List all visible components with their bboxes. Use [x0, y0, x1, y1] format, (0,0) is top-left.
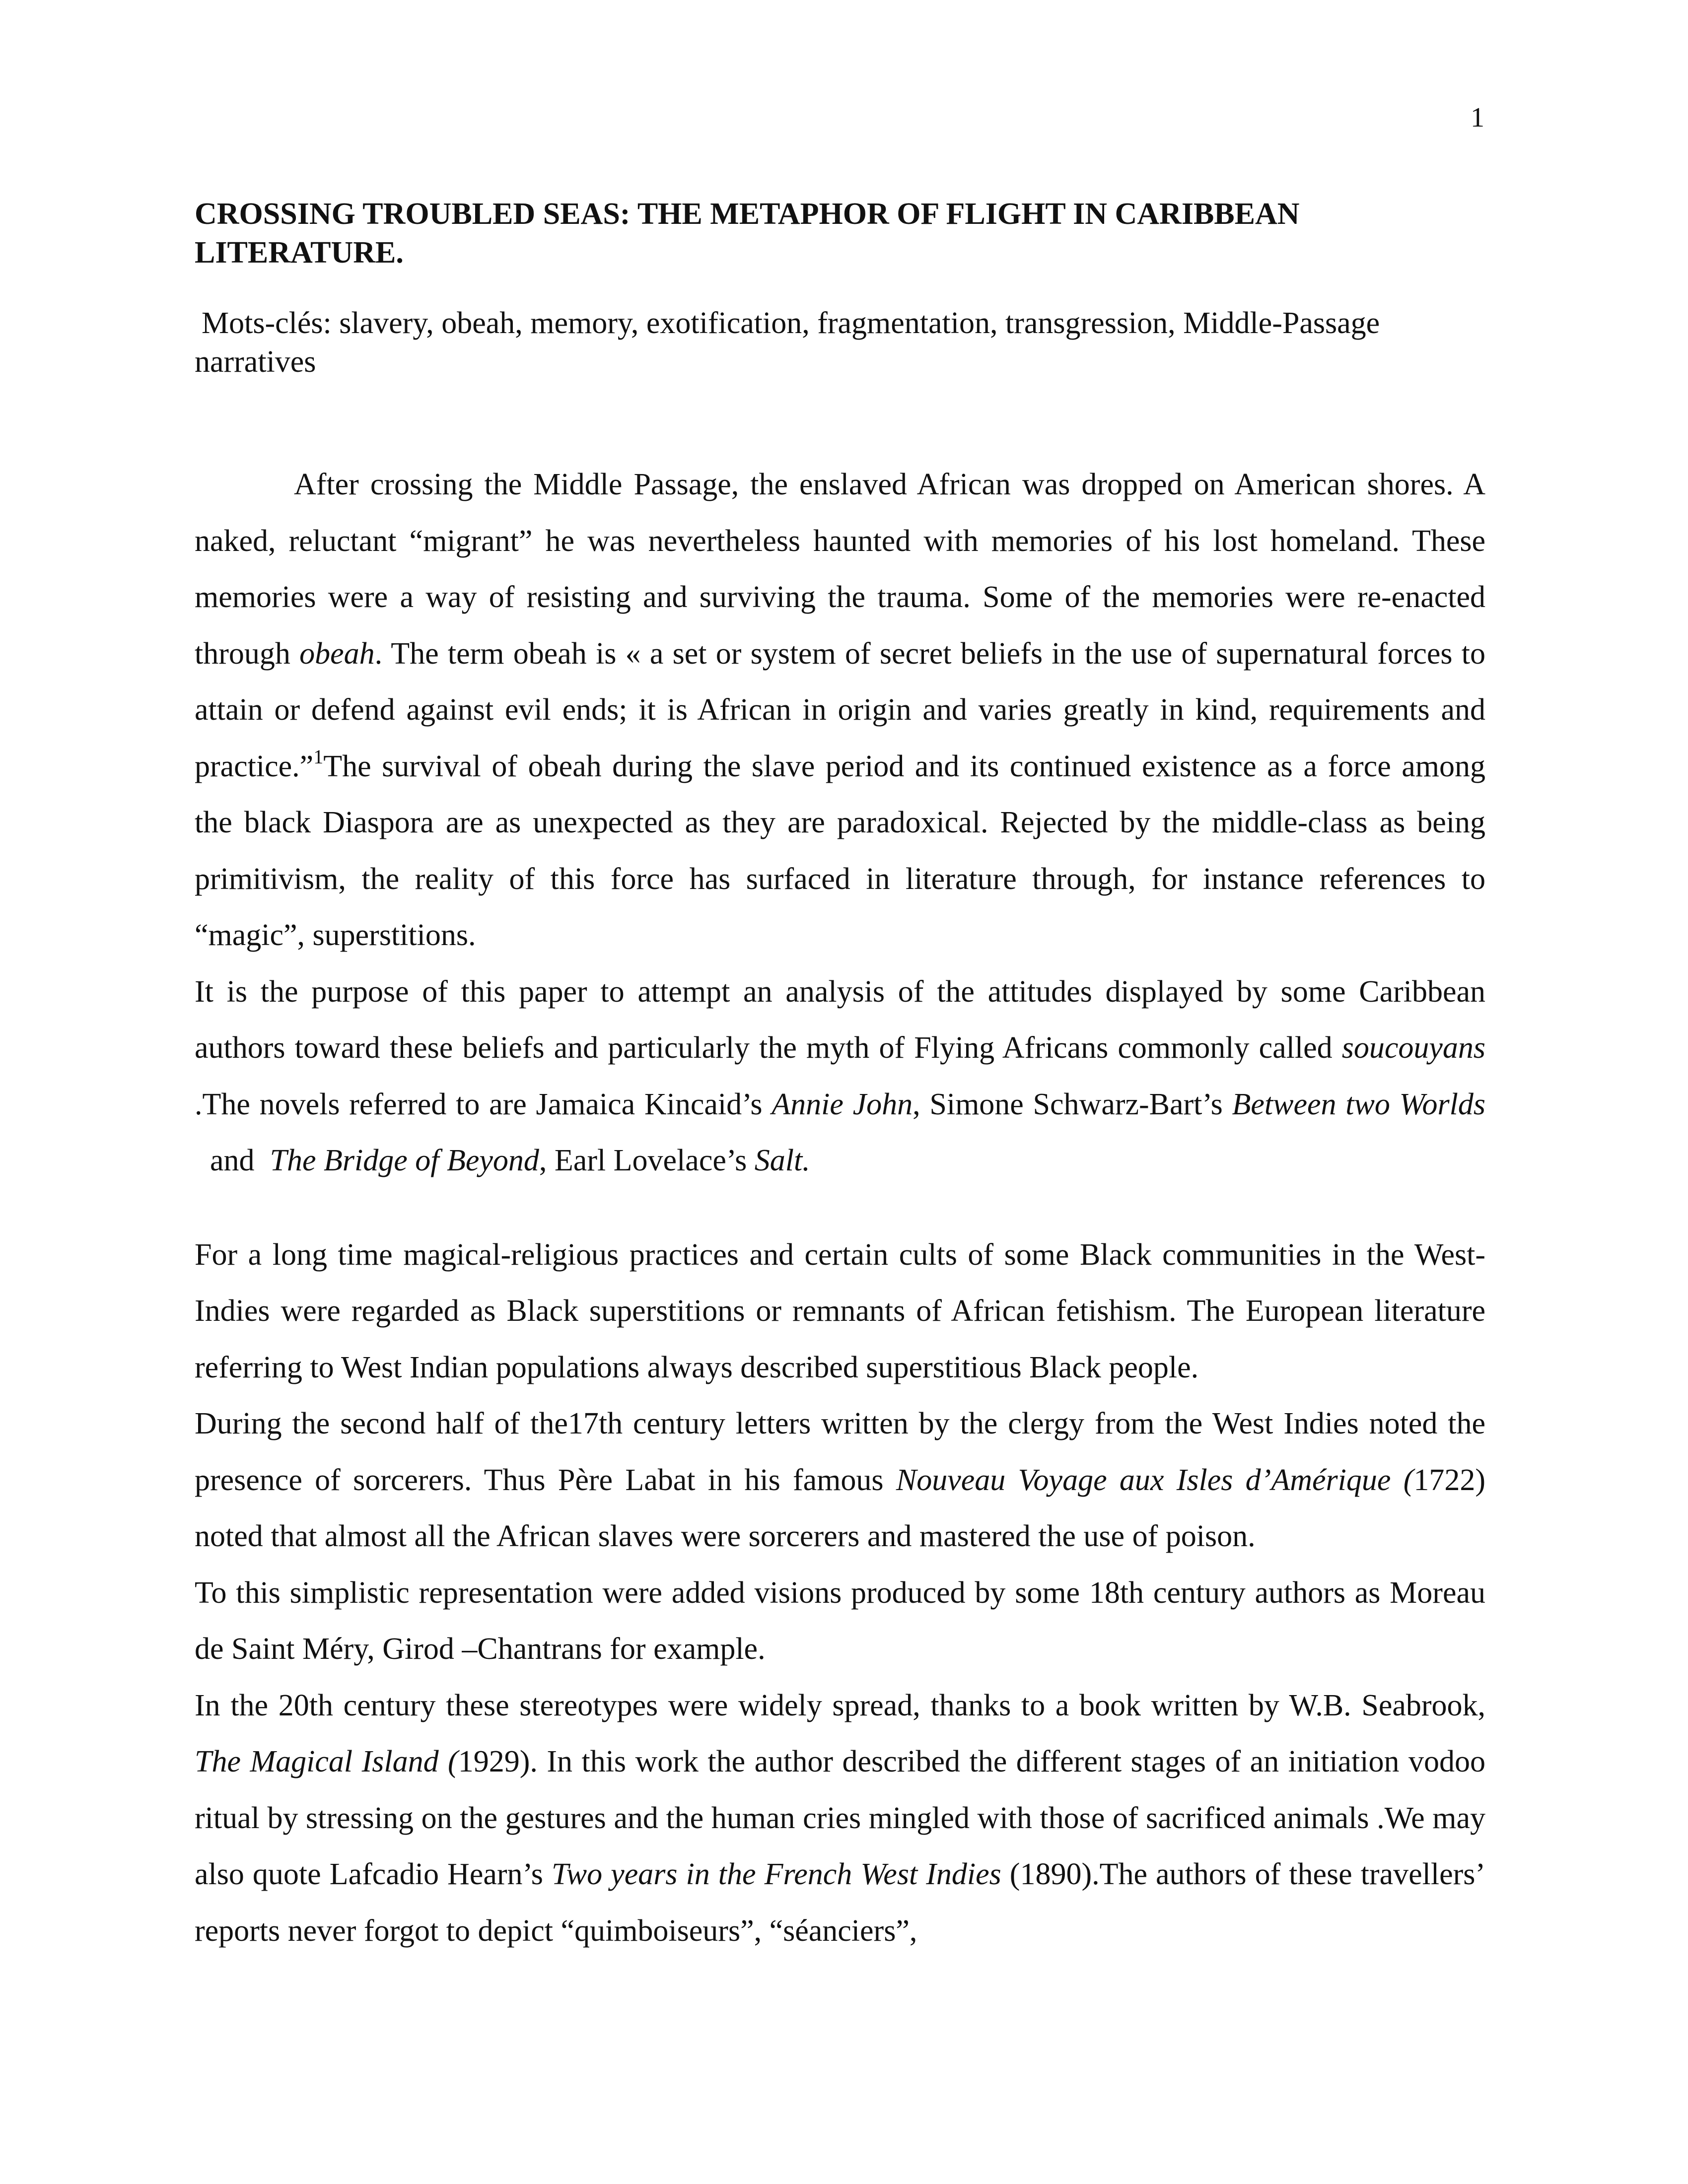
paper-title: CROSSING TROUBLED SEAS: THE METAPHOR OF FLIGHT IN CARIBBEAN LITERATURE. [195, 197, 1300, 270]
paragraph-20th-century [195, 1678, 1485, 1960]
text-run: The survival of obeah during the slave period and its continued existence as a force among the black Diaspora are as unexpected as they are paradoxical. Rejected by the middle-class as being primitivism, the reality of this force has surfaced in literature through, for instance references to “magic”, superstitions. [195, 749, 1485, 952]
paragraph-17th-century [195, 1396, 1485, 1565]
book-title-bridge-of-beyond: The Bridge of Beyond [270, 1144, 539, 1177]
text-run: . The term obeah is « a set or system of secret beliefs in the use of supernatural forces to attain or defend against evil ends; it is African in origin and varies greatly in kind, requirements and practice.” [195, 636, 1485, 783]
book-title-two-years: Two years in the French West Indies [551, 1857, 1001, 1891]
text-run: In the 20th century these stereotypes were widely spread, thanks to a book written by W.B. Seabrook, [195, 1688, 1485, 1722]
book-title-nouveau-voyage: Nouveau Voyage aux Isles d’Amérique [896, 1463, 1391, 1497]
text-run: ( [1391, 1463, 1414, 1497]
text-run: and [195, 1144, 270, 1177]
italic-term-soucouyans: soucouyans [1341, 1031, 1485, 1065]
text-run: During the second half of the17th century letters written by the clergy from the West Indies noted the presence of sorcerers. Thus Père Labat in his famous [195, 1407, 1485, 1497]
book-title-magical-island: The Magical Island ( [195, 1745, 458, 1778]
text-run: .The novels referred to are Jamaica Kincaid’s [195, 1087, 772, 1121]
text-run: After crossing the Middle Passage, the enslaved African was dropped on American shores. A naked, reluctant “migrant” he was nevertheless haunted with memories of his lost homeland. These memories were a way of resisting and surviving the trauma. Some of the memories were re-enacted through [195, 468, 1485, 671]
book-title-annie-john: Annie John [772, 1087, 913, 1121]
text-run: 1722) noted that almost all the African slaves were sorcerers and mastered the use of poison. [195, 1463, 1485, 1553]
paragraph-purpose [195, 964, 1485, 1189]
text-run: , Earl Lovelace’s [539, 1144, 755, 1177]
text-run: (1890).The authors of these travellers’ reports never forgot to depict “quimboiseurs”, “séanciers”, [195, 1857, 1486, 1948]
body-text [195, 457, 1485, 1959]
italic-term-obeah: obeah [299, 636, 375, 671]
paragraph-practices: For a long time magical-religious practices and certain cults of some Black communities in the West-Indies were regarded as Black superstitions or remnants of African fetishism. The European literature referring to West Indian populations always described superstitious Black people. [195, 1237, 1485, 1384]
keywords-label: Mots-clés: [202, 306, 332, 340]
book-title-between-two-worlds: Between two Worlds [1232, 1087, 1485, 1121]
keywords-line [195, 304, 1495, 381]
text-run: 1929). In this work the author described the different stages of an initiation vodoo ritual by stressing on the gestures and the human cries mingled with those of sacrificed animals .We may also quote Lafcadio Hearn’s [195, 1745, 1486, 1891]
page-number: 1 [1471, 102, 1484, 133]
text-run: , Simone Schwarz-Bart’s [913, 1087, 1232, 1121]
footnote-reference: 1 [313, 745, 324, 768]
text-run: It is the purpose of this paper to attempt an analysis of the attitudes displayed by some Caribbean authors toward these beliefs and particularly the myth of Flying Africans commonly called [195, 974, 1485, 1065]
paragraph-intro [195, 457, 1485, 964]
book-title-salt: Salt. [754, 1144, 810, 1177]
keywords-terms: slavery, obeah, memory, exotification, fragmentation, transgression, Middle-Passage narratives [195, 306, 1380, 379]
paragraph-18th-century: To this simplistic representation were added visions produced by some 18th century authors as Moreau de Saint Méry, Girod –Chantrans for example. [195, 1575, 1485, 1666]
